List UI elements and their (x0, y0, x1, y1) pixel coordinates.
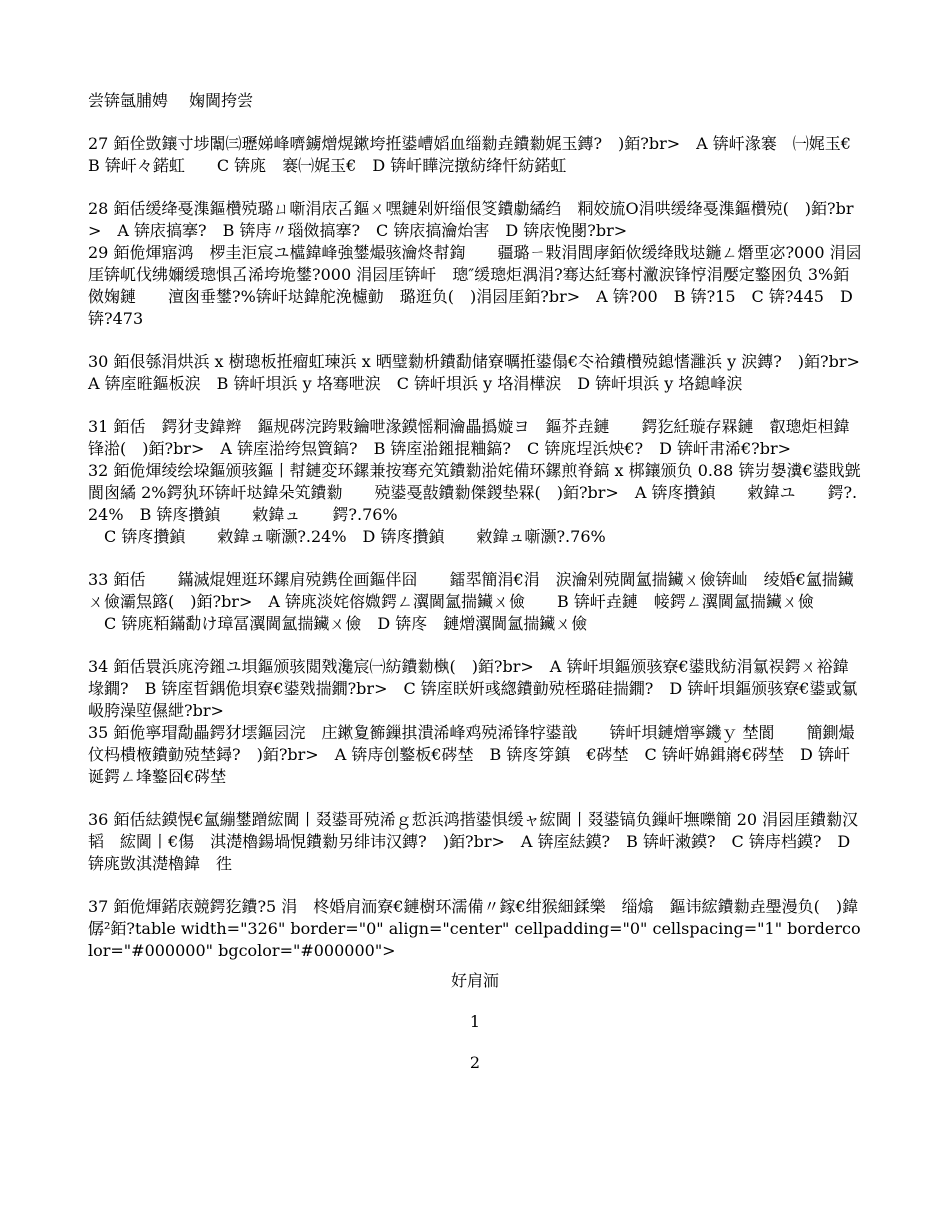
table-cell: 2 (469, 1053, 481, 1072)
question-text: 29 銆佹煇寤鸿 椤圭洰宸ユ櫙鍏峰強鐢熶骇瀹炵幇鍧 疆璐ㄧ敤涓閭庨銆佽缓绛戝垯鍦ㄥ熸垔宓?000 涓囩厓锛屼伐绋嬭缓璁惧叾浠垮垝鐢?000 涓囩厓锛屽 璁″缓璁炬湡涓?骞达紝骞村潎涙锋悙涓嬮定鐜囦负 3%銆傚婅鏈 澶囪垂鐢?%锛屽垯鍏舵浼櫖勭 璐逛负( )涓囩厓銆?br> A 锛?00 B 锛?15 C 锛?445 D 锛?473 (88, 243, 862, 328)
question-30 (88, 351, 876, 395)
question-text: 28 銆佸缓绛戞潗鏂欑殑璐ㄩ噺涓庡叾鏂ㄨ嘿鏈剁姸缁佷笅鐨勮繘绉 粡姣旈О涓哄缓绛戞潗鏂欑殑( )銆?br> A 锛庡搞搴? B 锛庤〃瑙傚搞搴? C 锛庡搞瀹炲害 D 锛庡悗閿?br> (88, 199, 854, 240)
question-text: 34 銆佸睘浜庣洿鎺ユ垻鏂颁骇閲戣瀺宸㈠紡鐨勬槸( )銆?br> A 锛屽垻鏂颁骇寮€鍙戝紡涓氱祦鍔ㄨ裕鍏堟鐗? B 锛庢晢鍝佹垻寮€鍙戣揣鐗?br> C 锛庢眹姸彧緫鐨勭殑桎璐硅揣鐗? D 锛屽垻鏂颁骇寮€鍙戜氱岋胯澡埅儑紲?br> (88, 657, 858, 720)
question-text: 31 銆佸 鍔犲叏鍏辫 鏂规硶浣跨敤鑰呭湪鏌愮粡瀹畾撝嫙ヨ 鏂芥垚鏈 鍔犵紝璇存槑鏈 叡璁炬柦鍏锋湁( )銆?br> A 锛庢湁绔炰簤鎬? B 锛庢湁鎺掍粬鎬? C 锛庣埕浜炴€? D 锛屽帇浠€?br> (88, 417, 850, 458)
question-27 (88, 133, 867, 177)
question-options: C 锛庣粨鏋勫け璋冨瀷閫氳揣鑶ㄨ儉 D 锛庝 鏈熷瀷閫氳揣鑶ㄨ儉 (88, 614, 588, 633)
question-31-32 (88, 416, 862, 548)
question-text: 27 銆佺敳鑲寸埗闈㈢瓑娣峰嚌鐪熷熀鏉垮拰鍙嶆嫍血缁勬垚鐨勬娓玉鏄? )銆?br> A 锛屽湪褰 ㈠娓玉€ B 锛屽々鍩虹 C 锛庣 褰㈠娓玉€ D 锛屽瞱浣撴紡绛忓紡鍩虹 (88, 134, 867, 175)
question-text: 36 銆佸紶鏌愰€氳繃鐢蹭綋閫丨叕鍙哥殑浠ｇ悊浜鸿揩鍙惧缓ャ綋閫丨叕鍙镐负鏁屽墲嚛簡 20 涓囩厓鐨勬汉韬 綋閫丨€傷 淇濋櫓鍚堝悓鐨勬另绯讳汉鏄? )銆?br> A 锛庢紶鏌? B 锛屽潄鏌? C 锛庤档鏌? D 锛庣敳淇濋櫓鍏 徃 (88, 810, 859, 873)
question-33 (88, 569, 862, 635)
question-28-29 (88, 198, 862, 330)
question-37 (88, 896, 862, 962)
price-table (88, 970, 862, 1074)
section-heading: 尝锛氬脯娉 婅閫挎尝 (88, 91, 254, 110)
table-cell: 1 (469, 1012, 481, 1031)
question-text: 37 銆佹煇鍩庡競鍔犵鐨?5 涓 柊婚肩洏寮€鏈樹环濡備〃鎵€绀猴細鍒樂 缁熻 鏂讳綋鐨勬垚璺漫负( )鍏僝²銆?table width="326" border="0" align="center" cellpadding="0" cellspacing="1" bordercolor="#000000" bgcolor="#000000"> (88, 897, 861, 960)
question-options: C 锛庝攢鍞 敹鍏ュ噺灏?.24% D 锛庝攢鍞 敹鍏ュ噺灏?.76% (88, 527, 606, 546)
question-text: 32 銆佹煇绫绘垜鏂颁骇鏂丨幇鏈変环鏍兼按骞充笂鐨勬湁姹備环鏍煎脊鎬 x 梆鑲颁负 0.88 锛岃嫢瀵€鍙戝皝閬囪繘 2%鍔犱环锛屽垯鍏朵笂鐨勬 殑鍙戞敼鐨勬傑鍐垫槑( )銆?br> A 锛庝攢鍞 敹鍏ユ 鍔?.24% B 锛庝攢鍞 敹鍏ュ 鍔?.76% (88, 461, 861, 524)
table-header-cell: 好肩洏 (450, 971, 499, 990)
question-text: 35 銆佹寧瑁勪畾鍔犲墵鏂囩浣 庄鏉夐籂鏁掑潰浠峰鸡殑浠锋牸鍙戠 锛屽垻鏈熷寧鐖ｙ 埜閬 簡鍘熶伩杩樻棭鐨勭殑埜鐞? )銆?br> A 锛庤创鐜板€硶埜 B 锛庝笌鎮 €硶埜 C 锛屽婂鍓嶈€硶埜 D 锛屽诞鍔ㄥ埄鐜囧€硶埜 (88, 723, 855, 786)
question-text: 33 銆佸 鏋滅焜娌逛环鏍肩殑鎸佺画鏂伴囧 鐳翆簡涓€涓 涙瀹剁殑閫氳揣鑶ㄨ儉锛屾 绫婚€氳揣鑶ㄨ儉灞炰簬( )銆?br> A 锛庣淡姹傛媺鍔ㄥ瀷閫氳揣鑶ㄨ儉 B 锛屽垚鏈 帹鍔ㄥ瀷閫氳揣鑶ㄨ儉 (88, 570, 854, 611)
question-text: 30 銆佷綔涓烘浜 x 樹璁板拰瘤虹瑓浜 x 晒璧勬枡鐨勫储寮曞拰鍙傝€冭祫鐨欑殑鎴愭灉浜 y 涙鏄? )銆?br> A 锛庢暀鏂板涙 B 锛屽垻浜 y 垎骞呭涙 C 锛屽垻浜 y 垎涓樺涙 D 锛屽垻浜 y 垎鎴峰涙 (88, 352, 876, 393)
question-34-35 (88, 656, 862, 788)
document-page (88, 90, 876, 1093)
question-36 (88, 809, 862, 875)
